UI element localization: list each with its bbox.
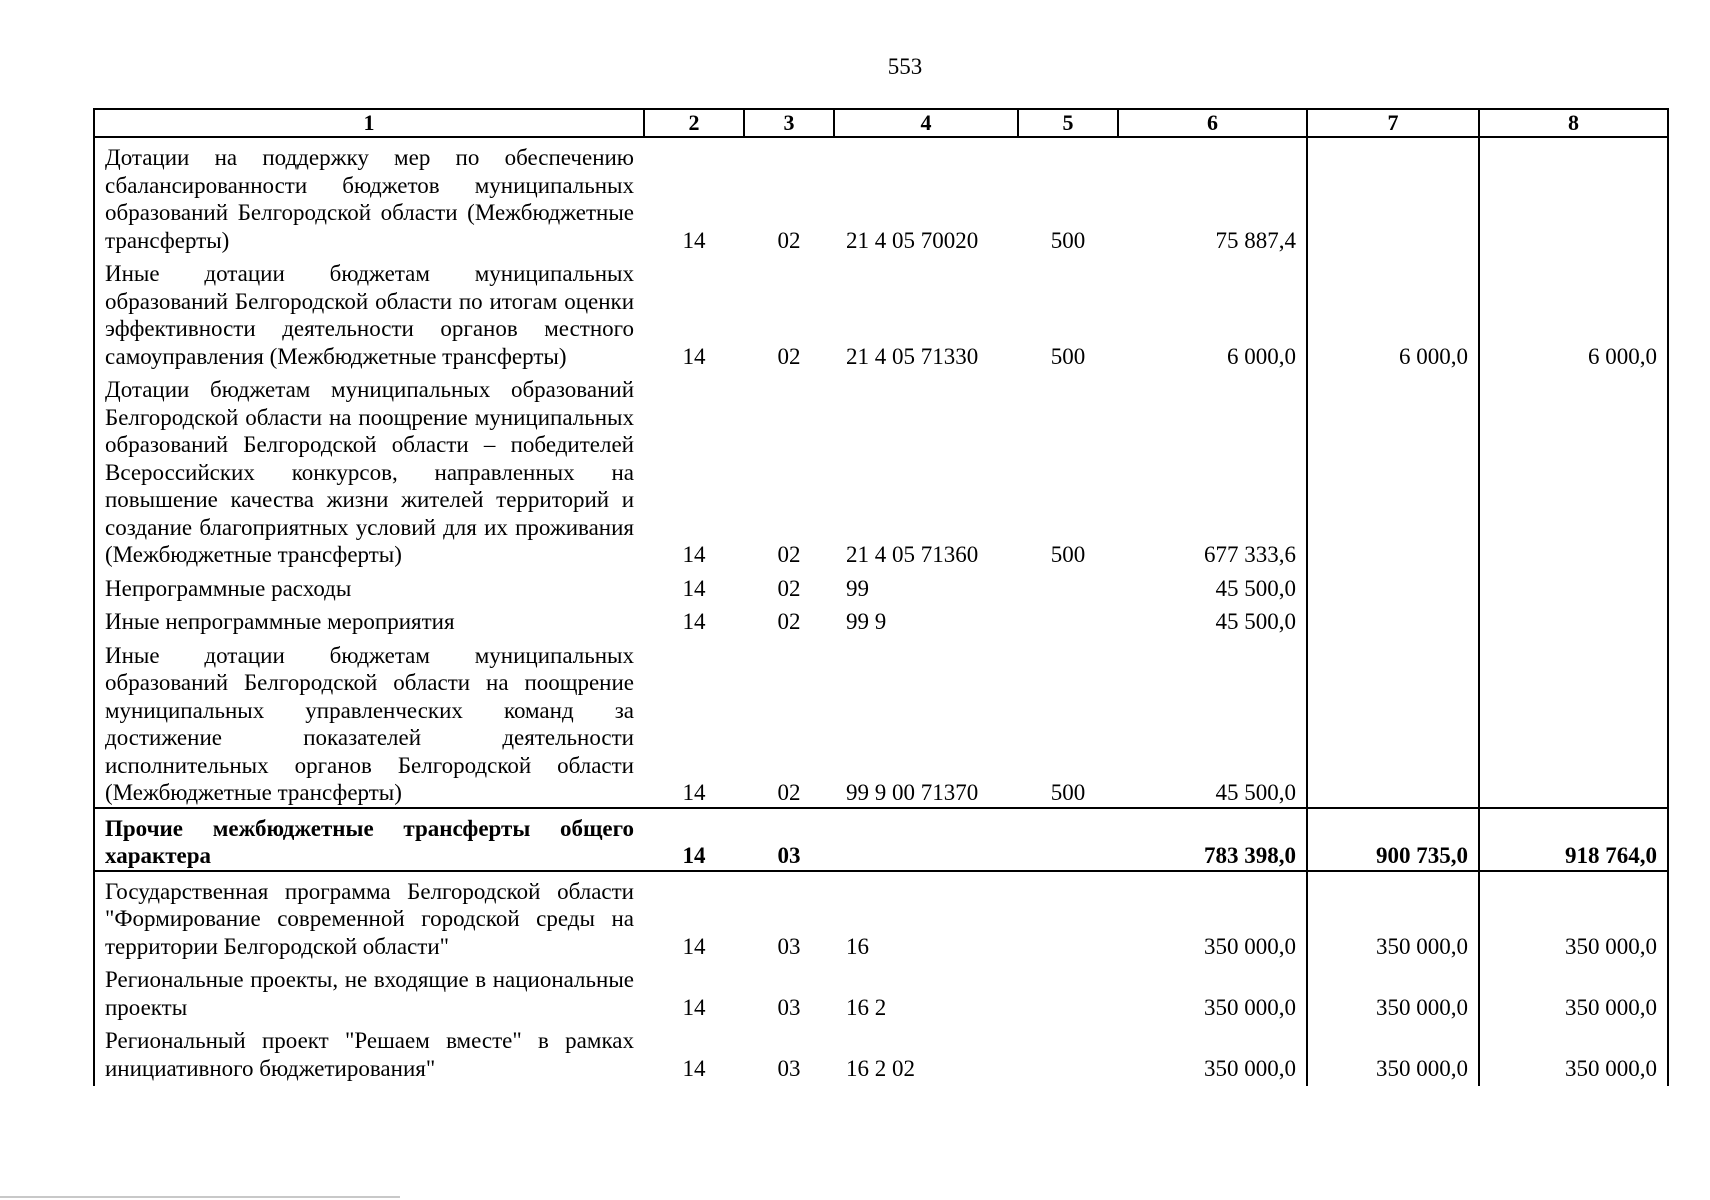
row-amount-8 (1479, 602, 1668, 636)
table-row (94, 569, 1668, 603)
row-target-article: 21 4 05 71360 (846, 542, 979, 567)
table-row (94, 137, 1668, 254)
row-target-article: 99 9 00 71370 (846, 780, 979, 805)
row-amount-8 (1479, 137, 1668, 254)
row-subsection: 02 (777, 542, 801, 567)
table-row (94, 871, 1668, 961)
row-subsection: 03 (744, 808, 834, 871)
row-section: 14 (682, 1055, 706, 1081)
row-section: 14 (682, 542, 706, 567)
row-target-article: 16 2 (846, 994, 887, 1020)
row-expense-type: 500 (1050, 542, 1086, 567)
row-expense-type (1018, 1021, 1118, 1086)
row-amount-8: 350 000,0 (1479, 960, 1668, 1021)
row-target-article: 16 (846, 933, 869, 959)
row-name: Дотации бюджетам муниципальных образований Белгородской области на поощрение муниципальных образований Белгородской области – победителей Всероссийских конкурсов, направленных на повышение качества жизни жителей территорий и создание благоприятных условий для их проживания (Межбюджетные трансферты) (94, 370, 644, 569)
header-row (94, 109, 1668, 137)
row-section: 14 (644, 808, 744, 871)
row-amount-7 (1307, 137, 1479, 254)
row-amount-8: 6 000,0 (1479, 254, 1668, 370)
row-target-article: 21 4 05 70020 (846, 227, 979, 253)
row-name: Иные дотации бюджетам муниципальных образований Белгородской области на поощрение муниципальных управленческих команд за достижение показателей деятельности исполнительных органов Белгородской области (Межбюджетные трансферты) (94, 636, 644, 808)
row-expense-type (1018, 960, 1118, 1021)
table-row (94, 636, 1668, 808)
row-amount-7 (1307, 602, 1479, 636)
row-amount-6: 45 500,0 (1118, 636, 1307, 808)
row-subsection: 02 (777, 343, 801, 369)
row-amount-6: 677 333,6 (1118, 370, 1307, 569)
column-header-8: 8 (1479, 109, 1668, 137)
row-section: 14 (682, 933, 706, 959)
row-amount-6: 6 000,0 (1118, 254, 1307, 370)
row-name: Государственная программа Белгородской области "Формирование современной городской среды на территории Белгородской области" (94, 871, 644, 961)
row-name: Иные непрограммные мероприятия (94, 602, 644, 636)
row-expense-type: 500 (1050, 343, 1086, 369)
row-amount-8 (1479, 569, 1668, 603)
row-amount-6: 45 500,0 (1118, 602, 1307, 636)
row-amount-6: 350 000,0 (1118, 960, 1307, 1021)
row-section: 14 (682, 609, 706, 634)
table-row-subtotal (94, 808, 1668, 871)
row-expense-type: 500 (1050, 780, 1086, 805)
row-amount-8: 350 000,0 (1479, 1021, 1668, 1086)
scan-artifact-line (0, 1196, 400, 1198)
row-section: 14 (682, 575, 706, 601)
table-row (94, 602, 1668, 636)
row-expense-type (1018, 808, 1118, 871)
page-number: 553 (887, 54, 923, 79)
row-expense-type (1018, 871, 1118, 961)
row-amount-7: 6 000,0 (1307, 254, 1479, 370)
row-amount-6: 350 000,0 (1118, 1021, 1307, 1086)
row-amount-7: 350 000,0 (1307, 871, 1479, 961)
row-amount-7 (1307, 569, 1479, 603)
row-subsection: 02 (777, 780, 801, 805)
table-row (94, 960, 1668, 1021)
row-subsection: 02 (777, 609, 801, 634)
column-header-2: 2 (644, 109, 744, 137)
row-amount-8 (1479, 370, 1668, 569)
column-header-3: 3 (744, 109, 834, 137)
row-section: 14 (682, 227, 706, 253)
column-header-1: 1 (94, 109, 644, 137)
row-subsection: 03 (777, 1055, 801, 1081)
table-row (94, 1021, 1668, 1086)
column-header-5: 5 (1018, 109, 1118, 137)
row-amount-8: 918 764,0 (1479, 808, 1668, 871)
row-target-article: 21 4 05 71330 (846, 343, 979, 369)
table-row (94, 370, 1668, 569)
row-amount-8: 350 000,0 (1479, 871, 1668, 961)
row-section: 14 (682, 780, 706, 805)
row-amount-7: 350 000,0 (1307, 960, 1479, 1021)
row-name: Прочие межбюджетные трансферты общего характера (94, 808, 644, 871)
row-subsection: 03 (777, 933, 801, 959)
column-header-7: 7 (1307, 109, 1479, 137)
row-section: 14 (682, 343, 706, 369)
row-amount-6: 350 000,0 (1118, 871, 1307, 961)
row-target-article: 99 9 (846, 609, 887, 634)
row-expense-type: 500 (1050, 227, 1086, 253)
row-name: Иные дотации бюджетам муниципальных образований Белгородской области по итогам оценки эффективности деятельности органов местного самоуправления (Межбюджетные трансферты) (94, 254, 644, 370)
column-header-4: 4 (834, 109, 1018, 137)
row-section: 14 (682, 994, 706, 1020)
column-header-6: 6 (1118, 109, 1307, 137)
row-name: Непрограммные расходы (94, 569, 644, 603)
row-amount-8 (1479, 636, 1668, 808)
row-amount-6: 75 887,4 (1118, 137, 1307, 254)
row-name: Региональные проекты, не входящие в национальные проекты (94, 960, 644, 1021)
row-target-article: 99 (846, 575, 869, 601)
row-expense-type (1018, 602, 1118, 636)
row-amount-7 (1307, 636, 1479, 808)
budget-table (93, 108, 1669, 1086)
row-expense-type (1018, 569, 1118, 603)
row-target-article: 16 2 02 (846, 1055, 915, 1081)
row-subsection: 03 (777, 994, 801, 1020)
row-amount-6: 45 500,0 (1118, 569, 1307, 603)
row-amount-7: 900 735,0 (1307, 808, 1479, 871)
row-target-article (834, 808, 1018, 871)
row-amount-7 (1307, 370, 1479, 569)
row-amount-6: 783 398,0 (1118, 808, 1307, 871)
row-amount-7: 350 000,0 (1307, 1021, 1479, 1086)
row-subsection: 02 (777, 227, 801, 253)
row-subsection: 02 (777, 575, 801, 601)
row-name: Дотации на поддержку мер по обеспечению сбалансированности бюджетов муниципальных образований Белгородской области (Межбюджетные трансферты) (94, 137, 644, 254)
row-name: Региональный проект "Решаем вместе" в рамках инициативного бюджетирования" (94, 1021, 644, 1086)
table-row (94, 254, 1668, 370)
